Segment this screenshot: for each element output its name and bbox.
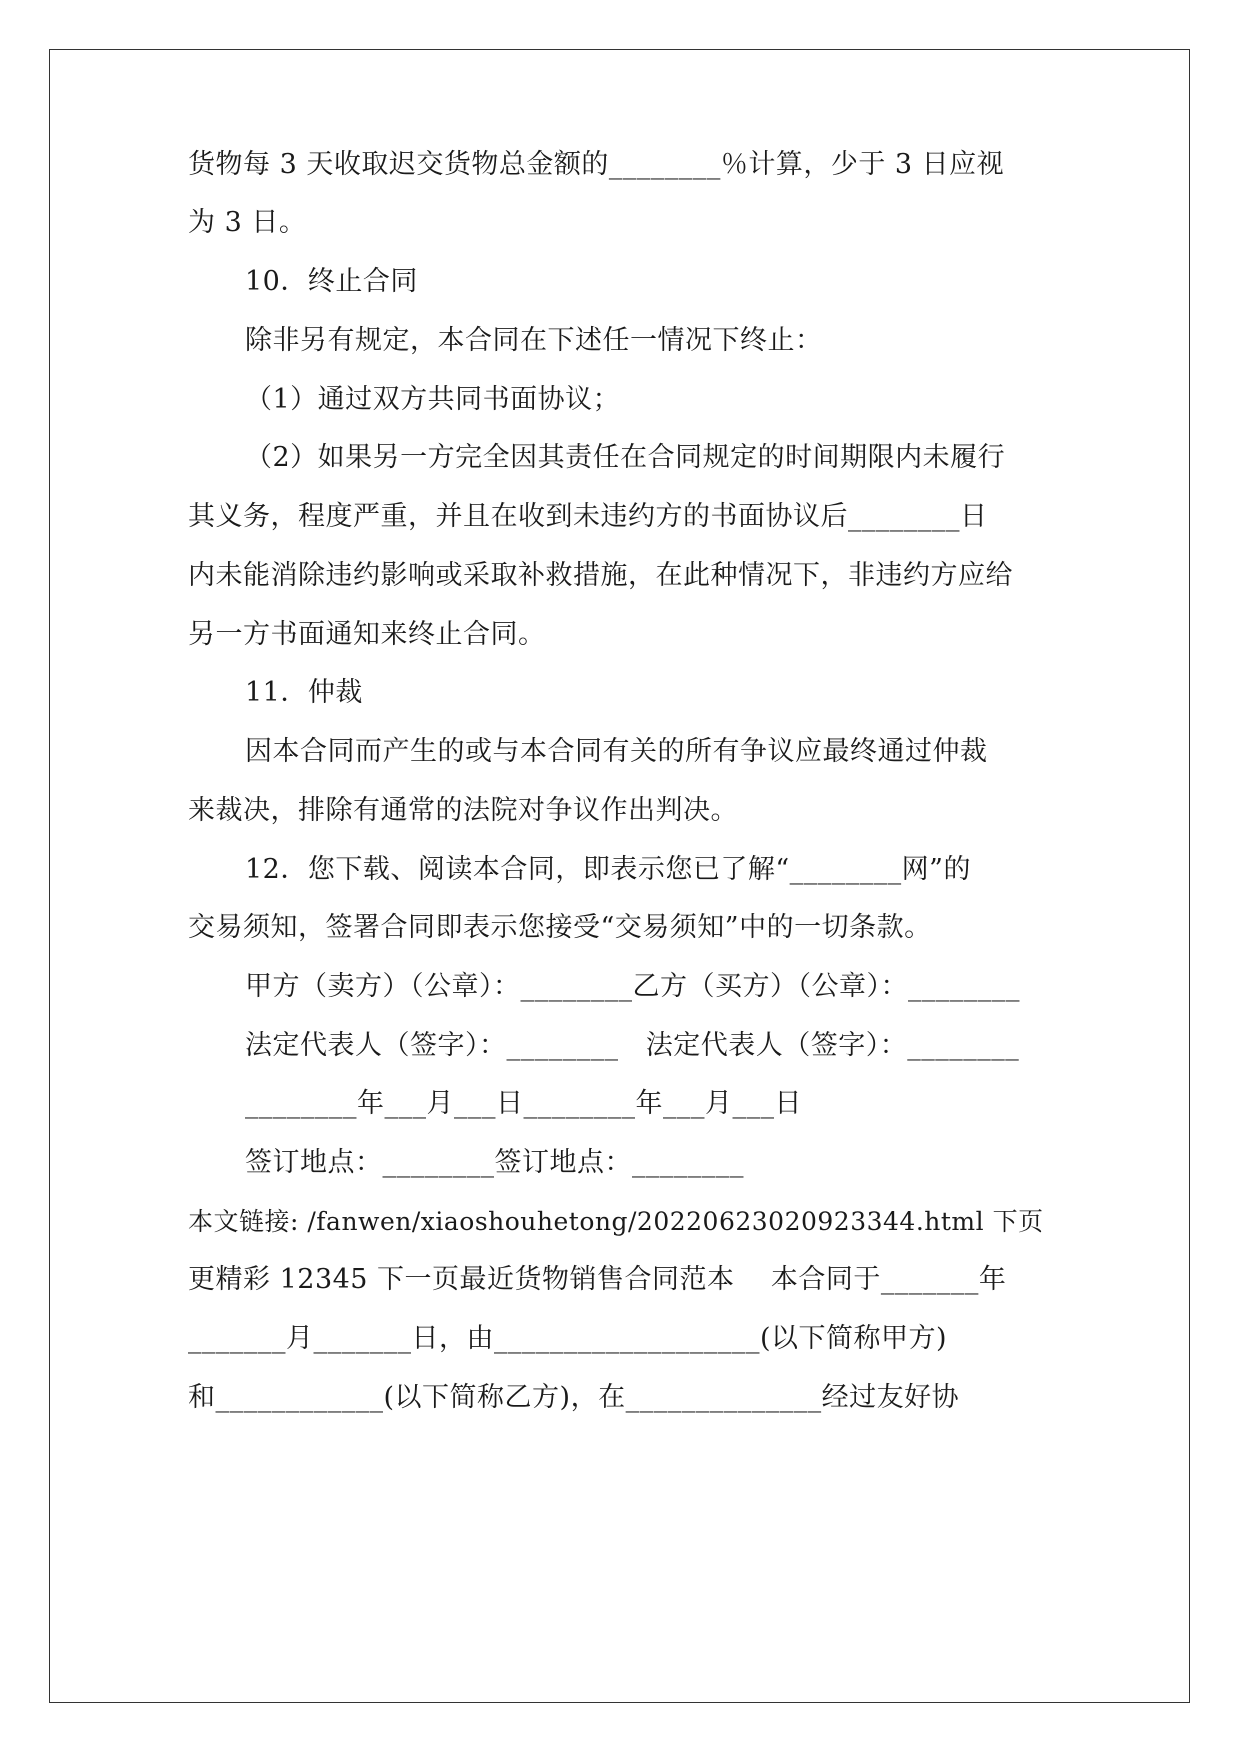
text-line: _______月_______日，由___________________(以下简称甲方)	[188, 1323, 948, 1354]
text-line: 和____________(以下简称乙方)，在______________经过友好协	[188, 1382, 960, 1413]
text-line: 为 3 日。	[188, 207, 307, 238]
section-heading: 10．终止合同	[245, 266, 418, 297]
text-line: 其义务，程度严重，并且在收到未违约方的书面协议后________日	[188, 501, 988, 532]
text-line: 更精彩 12345 下一页最近货物销售合同范本 本合同于_______年	[188, 1264, 1007, 1295]
text-line: 货物每 3 天收取迟交货物总金额的________％计算，少于 3 日应视	[188, 149, 1005, 180]
signature-line-date: ________年___月___日________年___月___日	[245, 1088, 802, 1119]
signature-line-seal: 甲方（卖方）（公章）：________乙方（买方）（公章）：________	[245, 971, 1020, 1002]
list-item: （2）如果另一方完全因其责任在合同规定的时间期限内未履行	[245, 442, 1006, 473]
text-line: 内未能消除违约影响或采取补救措施，在此种情况下，非违约方应给	[188, 560, 1013, 591]
text-line: 来裁决，排除有通常的法院对争议作出判决。	[188, 795, 738, 826]
text-line: 除非另有规定，本合同在下述任一情况下终止：	[245, 325, 823, 356]
text-line: 因本合同而产生的或与本合同有关的所有争议应最终通过仲裁	[245, 736, 988, 767]
section-heading: 11．仲裁	[245, 677, 363, 708]
text-line: 另一方书面通知来终止合同。	[188, 619, 546, 650]
section-heading: 12．您下载、阅读本合同，即表示您已了解“________网”的	[245, 854, 971, 885]
list-item: （1）通过双方共同书面协议；	[245, 384, 621, 415]
article-link-text: 本文链接: /fanwen/xiaoshouhetong/20220623020923344.html 下页	[188, 1207, 1044, 1236]
signature-line-place: 签订地点：________签订地点：________	[245, 1147, 744, 1178]
signature-line-representative: 法定代表人（签字）：________ 法定代表人（签字）：________	[245, 1030, 1020, 1061]
text-line: 交易须知，签署合同即表示您接受“交易须知”中的一切条款。	[188, 912, 932, 943]
